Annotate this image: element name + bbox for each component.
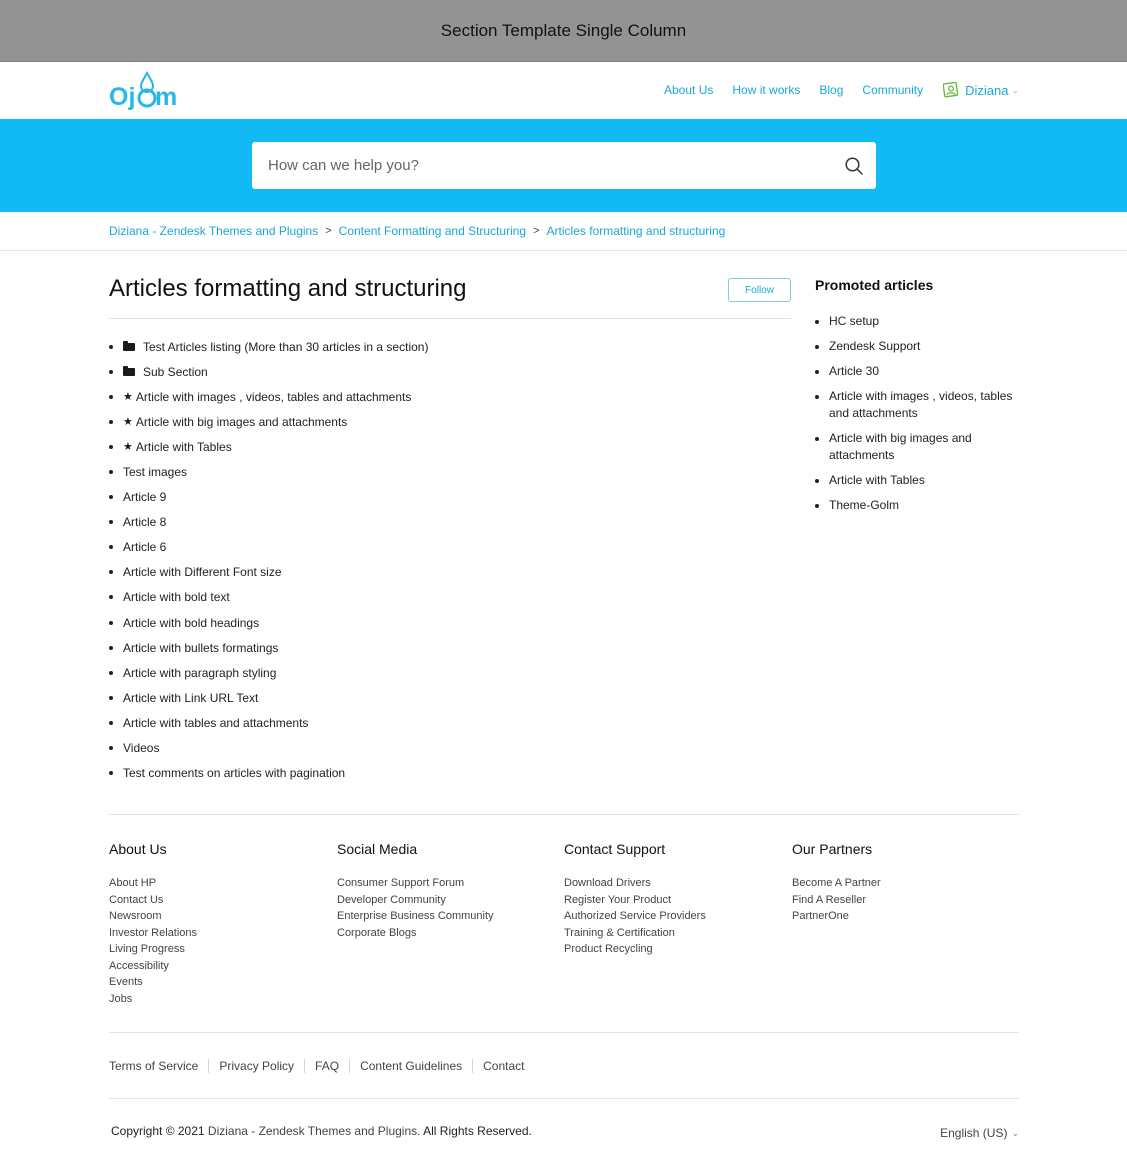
bullet-icon bbox=[109, 470, 113, 474]
search-box bbox=[252, 142, 876, 189]
copyright-suffix: All Rights Reserved. bbox=[423, 1124, 532, 1138]
divider bbox=[109, 814, 1019, 815]
article-list-item[interactable] bbox=[109, 635, 428, 660]
footer-column-about-us bbox=[109, 841, 197, 1007]
svg-text:m: m bbox=[155, 83, 178, 111]
article-list-item[interactable] bbox=[109, 610, 428, 635]
article-title: Article 8 bbox=[123, 515, 167, 530]
bullet-icon bbox=[815, 345, 819, 349]
bullet-icon bbox=[109, 771, 113, 775]
article-title: Test images bbox=[123, 465, 188, 480]
footer-column-our-partners bbox=[792, 841, 881, 925]
breadcrumb-separator: > bbox=[325, 225, 332, 237]
bullet-icon bbox=[109, 746, 113, 750]
language-selector[interactable] bbox=[940, 1126, 1019, 1140]
page-title: Articles formatting and structuring bbox=[109, 275, 467, 302]
bullet-icon bbox=[109, 395, 113, 399]
article-title: Test comments on articles with pagination bbox=[123, 766, 346, 781]
bullet-icon bbox=[109, 520, 113, 524]
article-title: Article with Tables bbox=[135, 439, 232, 454]
bullet-icon bbox=[109, 621, 113, 625]
svg-text:Oj: Oj bbox=[109, 83, 136, 111]
breadcrumb bbox=[109, 224, 725, 238]
user-name: Diziana bbox=[965, 82, 1009, 98]
footer-link[interactable]: Authorized Service Providers bbox=[564, 910, 706, 922]
nav-about-us[interactable]: About Us bbox=[664, 83, 714, 97]
language-label: English (US) bbox=[940, 1126, 1008, 1140]
folder-icon bbox=[123, 343, 135, 351]
chevron-down-icon: ⌄ bbox=[1011, 1127, 1019, 1138]
star-icon: ★ bbox=[123, 391, 133, 404]
promoted-article-item[interactable] bbox=[815, 338, 1025, 355]
bullet-icon bbox=[109, 671, 113, 675]
search-banner bbox=[0, 119, 1127, 212]
promoted-article-title: HC setup bbox=[829, 314, 880, 328]
site-header bbox=[0, 62, 1127, 119]
divider bbox=[109, 318, 791, 319]
promoted-article-item[interactable] bbox=[815, 313, 1025, 330]
footer-link[interactable]: Jobs bbox=[109, 992, 133, 1005]
top-nav bbox=[645, 82, 1019, 98]
promoted-article-item[interactable] bbox=[815, 388, 1025, 422]
footer-link[interactable]: Corporate Blogs bbox=[337, 926, 417, 939]
legal-links bbox=[109, 1059, 535, 1073]
article-title: Article with bold text bbox=[123, 590, 230, 605]
footer-link[interactable]: Enterprise Business Community bbox=[337, 910, 494, 922]
footer-link[interactable]: Newsroom bbox=[109, 910, 162, 922]
search-icon[interactable] bbox=[844, 156, 864, 176]
breadcrumb-item[interactable]: Content Formatting and Structuring bbox=[338, 224, 527, 238]
promoted-article-title: Article with images , videos, tables and attachments bbox=[829, 389, 1013, 420]
bullet-icon bbox=[109, 545, 113, 549]
article-title: Article with big images and attachments bbox=[135, 414, 348, 429]
article-list-item[interactable] bbox=[109, 560, 428, 585]
folder-icon bbox=[123, 368, 135, 376]
footer-column-title: Contact Support bbox=[564, 841, 666, 857]
article-list-item[interactable] bbox=[109, 459, 428, 484]
breadcrumb-separator: > bbox=[533, 225, 540, 237]
promoted-article-item[interactable] bbox=[815, 430, 1025, 464]
search-input[interactable] bbox=[268, 142, 828, 189]
bullet-icon bbox=[109, 420, 113, 424]
article-title: Sub Section bbox=[143, 364, 208, 379]
terms-of-service-link[interactable]: Terms of Service bbox=[109, 1059, 199, 1073]
bullet-icon bbox=[815, 437, 819, 441]
footer-link[interactable]: Find A Reseller bbox=[792, 893, 866, 906]
footer-link[interactable]: Accessibility bbox=[109, 959, 169, 972]
copyright-prefix: Copyright © 2021 bbox=[111, 1124, 205, 1138]
article-title: Article with Different Font size bbox=[123, 565, 282, 580]
promoted-article-title: Article with big images and attachments bbox=[829, 431, 972, 462]
footer-column-contact-support bbox=[564, 841, 706, 958]
bullet-icon bbox=[109, 721, 113, 725]
nav-community[interactable]: Community bbox=[862, 83, 924, 97]
article-title: Article with tables and attachments bbox=[123, 715, 309, 730]
bullet-icon bbox=[109, 370, 113, 374]
promoted-article-item[interactable] bbox=[815, 497, 1025, 514]
footer-column-social-media bbox=[337, 841, 494, 941]
article-title: Article with Link URL Text bbox=[123, 690, 259, 705]
promoted-articles-title: Promoted articles bbox=[815, 277, 934, 293]
footer-link[interactable]: Events bbox=[109, 976, 143, 988]
window-title: Section Template Single Column bbox=[440, 20, 687, 40]
footer-column-title: About Us bbox=[109, 841, 167, 857]
bullet-icon bbox=[815, 370, 819, 374]
bullet-icon bbox=[109, 345, 113, 349]
promoted-article-title: Article with Tables bbox=[829, 473, 925, 487]
article-list-item[interactable] bbox=[109, 761, 428, 786]
footer-link[interactable]: Become A Partner bbox=[792, 877, 881, 889]
article-list-item[interactable] bbox=[109, 535, 428, 560]
article-title: Videos bbox=[123, 741, 160, 756]
footer-link[interactable]: Living Progress bbox=[109, 943, 185, 955]
article-list-item[interactable] bbox=[109, 384, 428, 409]
footer-link[interactable]: Developer Community bbox=[337, 893, 446, 906]
bullet-icon bbox=[815, 395, 819, 399]
article-title: Article 6 bbox=[123, 540, 167, 555]
divider bbox=[109, 1098, 1019, 1099]
footer-link[interactable]: Investor Relations bbox=[109, 926, 198, 939]
article-title: Article 9 bbox=[123, 490, 167, 505]
breadcrumb-item[interactable]: Articles formatting and structuring bbox=[546, 224, 726, 238]
article-title: Article with images , videos, tables and attachments bbox=[135, 389, 412, 404]
bullet-icon bbox=[815, 320, 819, 324]
divider bbox=[0, 250, 1127, 251]
promoted-articles-list bbox=[815, 313, 1025, 522]
bullet-icon bbox=[109, 445, 113, 449]
bullet-icon bbox=[815, 479, 819, 483]
footer-column-title: Social Media bbox=[337, 841, 418, 857]
bullet-icon bbox=[109, 696, 113, 700]
faq-link[interactable]: FAQ bbox=[304, 1059, 349, 1073]
footer-link[interactable]: Contact Us bbox=[109, 893, 164, 906]
star-icon: ★ bbox=[123, 441, 133, 454]
contact-link[interactable]: Contact bbox=[472, 1059, 534, 1073]
article-title: Article with bold headings bbox=[123, 615, 260, 630]
footer-link[interactable]: Register Your Product bbox=[564, 893, 672, 906]
footer-link[interactable]: Download Drivers bbox=[564, 877, 651, 889]
bullet-icon bbox=[815, 504, 819, 508]
article-list bbox=[109, 334, 428, 786]
promoted-article-item[interactable] bbox=[815, 363, 1025, 380]
article-list-item[interactable] bbox=[109, 585, 428, 610]
footer-column-title: Our Partners bbox=[792, 841, 873, 857]
article-list-item[interactable] bbox=[109, 485, 428, 510]
article-list-item[interactable] bbox=[109, 685, 428, 710]
promoted-article-title: Zendesk Support bbox=[829, 339, 921, 353]
content-guidelines-link[interactable]: Content Guidelines bbox=[349, 1059, 472, 1073]
user-menu[interactable] bbox=[943, 82, 1019, 98]
footer-link[interactable]: Consumer Support Forum bbox=[337, 877, 465, 889]
divider bbox=[109, 1032, 1019, 1033]
user-avatar-icon bbox=[943, 82, 959, 98]
chevron-down-icon: ⌄ bbox=[1011, 84, 1019, 95]
bullet-icon bbox=[109, 495, 113, 499]
bullet-icon bbox=[109, 595, 113, 599]
article-list-item[interactable] bbox=[109, 334, 428, 359]
article-list-item[interactable] bbox=[109, 660, 428, 685]
copyright bbox=[111, 1124, 532, 1138]
article-list-item[interactable] bbox=[109, 409, 428, 434]
footer-link[interactable]: PartnerOne bbox=[792, 910, 849, 922]
promoted-article-title: Theme-Golm bbox=[829, 498, 900, 512]
logo[interactable] bbox=[109, 70, 189, 112]
breadcrumb-item[interactable]: Diziana - Zendesk Themes and Plugins bbox=[109, 224, 319, 238]
promoted-article-title: Article 30 bbox=[829, 364, 880, 378]
nav-blog[interactable]: Blog bbox=[819, 83, 844, 97]
bullet-icon bbox=[109, 570, 113, 574]
article-title: Article with bullets formatings bbox=[123, 640, 279, 655]
nav-how-it-works[interactable]: How it works bbox=[732, 83, 801, 97]
article-list-item[interactable] bbox=[109, 434, 428, 459]
footer-link[interactable]: Product Recycling bbox=[564, 943, 653, 955]
article-title: Test Articles listing (More than 30 articles in a section) bbox=[143, 339, 429, 354]
footer-link[interactable]: About HP bbox=[109, 877, 157, 889]
promoted-article-item[interactable] bbox=[815, 472, 1025, 489]
article-list-item[interactable] bbox=[109, 359, 428, 384]
copyright-owner: Diziana - Zendesk Themes and Plugins. bbox=[207, 1124, 421, 1138]
star-icon: ★ bbox=[123, 416, 133, 429]
window-titlebar bbox=[0, 0, 1127, 62]
footer-link[interactable]: Training & Certification bbox=[564, 926, 675, 939]
article-title: Article with paragraph styling bbox=[123, 665, 277, 680]
privacy-policy-link[interactable]: Privacy Policy bbox=[208, 1059, 304, 1073]
article-list-item[interactable] bbox=[109, 710, 428, 735]
article-list-item[interactable] bbox=[109, 510, 428, 535]
follow-button[interactable]: Follow bbox=[728, 278, 791, 302]
bullet-icon bbox=[109, 646, 113, 650]
article-list-item[interactable] bbox=[109, 736, 428, 761]
